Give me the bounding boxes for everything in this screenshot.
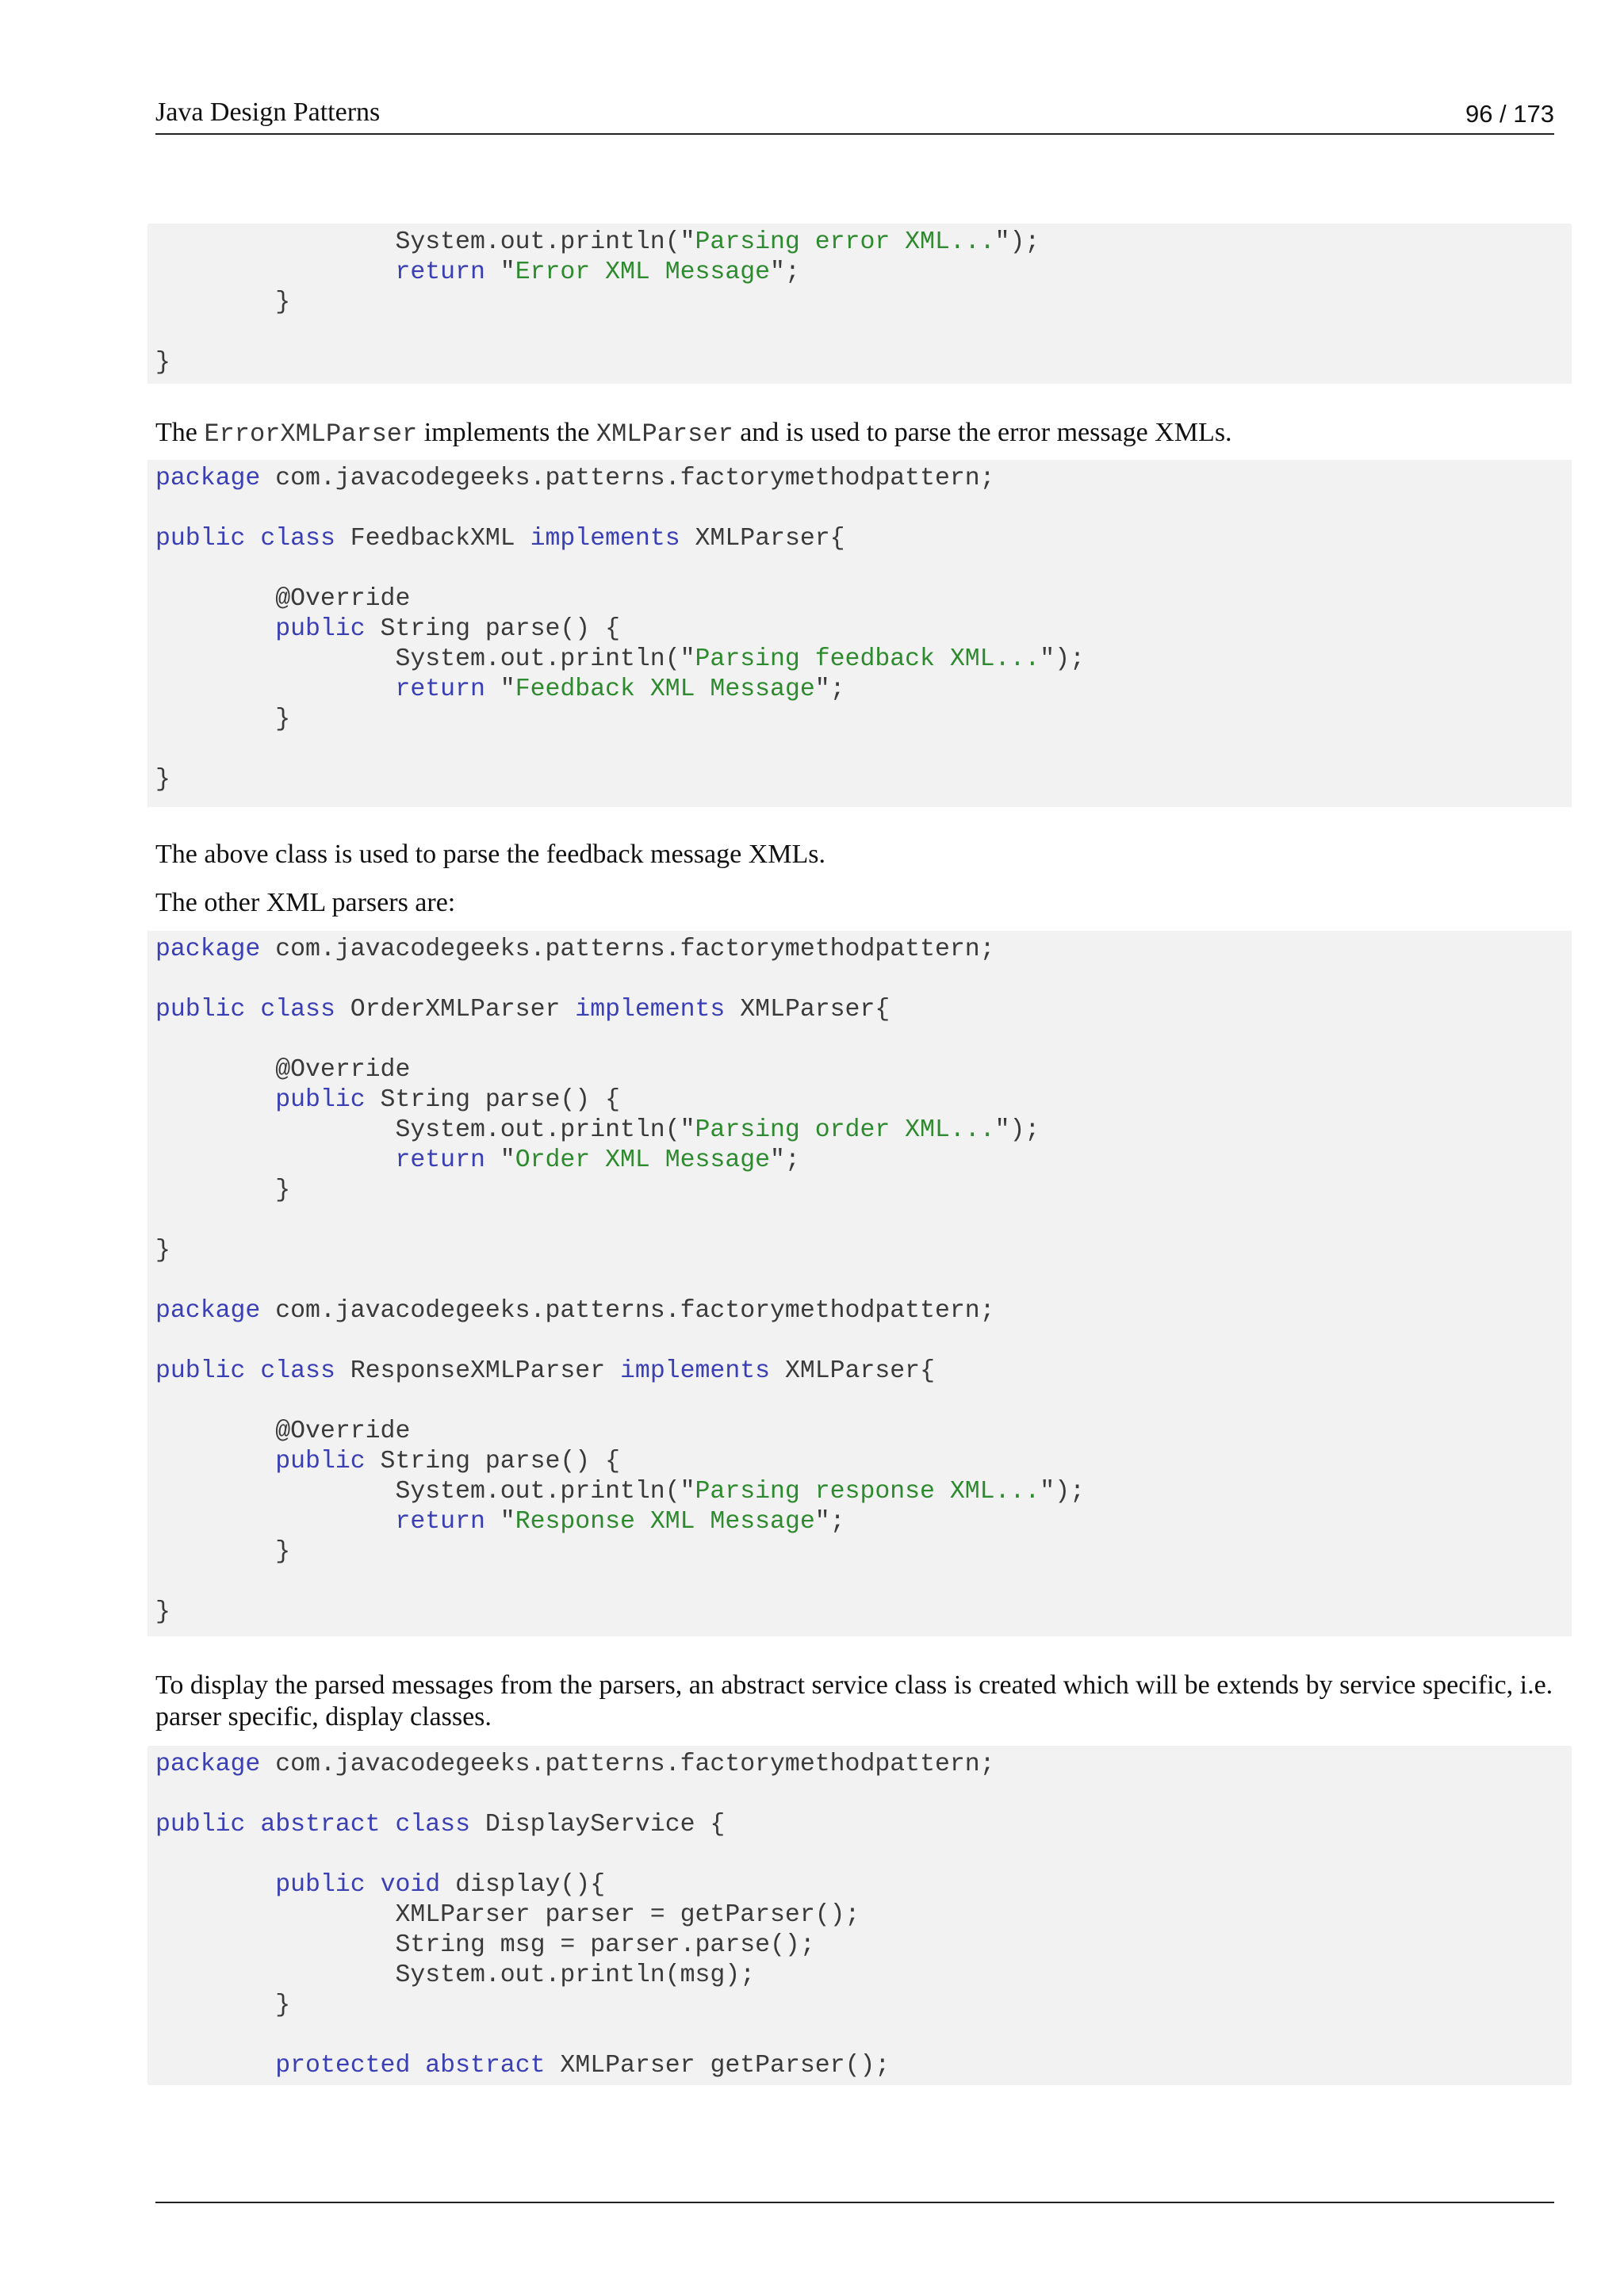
code-text: " — [485, 1508, 515, 1536]
paragraph-feedback-description: The above class is used to parse the feedback message XMLs. — [155, 840, 826, 869]
code-line — [155, 1296, 1564, 1326]
code-keyword: public — [155, 525, 246, 553]
code-block-error-parser-tail — [147, 224, 1572, 384]
code-string: Parsing feedback XML... — [695, 645, 1040, 673]
code-line — [155, 318, 1564, 348]
document-title: Java Design Patterns — [155, 98, 381, 127]
code-line — [155, 935, 1564, 965]
code-line — [155, 1055, 1564, 1085]
code-line — [155, 1991, 1564, 2021]
code-line — [155, 1266, 1564, 1296]
code-line — [155, 1357, 1564, 1387]
code-keyword: public — [155, 996, 246, 1024]
code-line — [155, 1961, 1564, 1991]
code-line — [155, 614, 1564, 645]
code-text: System.out.println(" — [155, 645, 695, 673]
code-line — [155, 1176, 1564, 1206]
code-string: Parsing error XML... — [695, 228, 995, 256]
code-keyword: return — [395, 1508, 485, 1536]
code-keyword: protected — [275, 2052, 411, 2080]
code-keyword: implements — [575, 996, 726, 1024]
code-line — [155, 464, 1564, 494]
code-text: System.out.println(" — [155, 1478, 695, 1506]
code-keyword: class — [260, 1357, 335, 1385]
code-text: String parse() { — [365, 615, 621, 643]
code-line — [155, 1870, 1564, 1900]
code-line — [155, 1507, 1564, 1537]
code-line — [155, 494, 1564, 524]
code-text: "); — [1040, 645, 1086, 673]
paragraph-display-service-intro: To display the parsed messages from the parsers, an abstract service class is created which will be extends by service specific, i.e. parser specific, display classes. — [155, 1670, 1553, 1732]
code-text: } — [155, 1237, 170, 1265]
code-line — [155, 1477, 1564, 1507]
code-line — [155, 765, 1564, 795]
code-line — [155, 645, 1564, 675]
code-keyword: public — [275, 1448, 366, 1475]
code-line — [155, 1206, 1564, 1236]
code-line — [155, 1567, 1564, 1598]
code-line — [155, 705, 1564, 735]
code-string: Response XML Message — [515, 1508, 815, 1536]
code-text: } — [155, 289, 291, 316]
code-text — [155, 615, 275, 643]
code-text: XMLParser parser = getParser(); — [155, 1901, 860, 1929]
code-text: String parse() { — [365, 1086, 621, 1114]
code-block-feedback-xml — [147, 460, 1572, 807]
paragraph-text: implements the — [417, 418, 596, 447]
code-text: } — [155, 1598, 170, 1626]
code-block-order-response-parsers — [147, 931, 1572, 1636]
code-text: "); — [1040, 1478, 1086, 1506]
code-text — [155, 2052, 275, 2080]
code-keyword: abstract — [425, 2052, 546, 2080]
code-text: display(){ — [440, 1871, 606, 1899]
code-line — [155, 2051, 1564, 2081]
code-text: " — [485, 675, 515, 703]
code-line — [155, 1931, 1564, 1961]
code-line — [155, 1900, 1564, 1931]
code-line — [155, 228, 1564, 258]
code-text: " — [485, 258, 515, 286]
code-line — [155, 735, 1564, 765]
page-header — [155, 95, 1554, 135]
code-text: FeedbackXML — [335, 525, 530, 553]
code-keyword: class — [395, 1811, 470, 1839]
code-line — [155, 1115, 1564, 1146]
code-keyword: void — [380, 1871, 441, 1899]
code-keyword: package — [155, 1751, 261, 1778]
code-text: "; — [770, 1146, 800, 1174]
code-text: "; — [814, 675, 845, 703]
code-text — [155, 675, 395, 703]
code-text: com.javacodegeeks.patterns.factorymethodpattern; — [260, 465, 995, 492]
code-text: } — [155, 706, 291, 733]
code-text — [155, 1086, 275, 1114]
code-keyword: return — [395, 675, 485, 703]
paragraph-error-parser — [155, 417, 1554, 450]
code-text: XMLParser{ — [725, 996, 891, 1024]
code-keyword: public — [155, 1811, 246, 1839]
code-text: String msg = parser.parse(); — [155, 1931, 815, 1959]
code-keyword: abstract — [260, 1811, 381, 1839]
code-text: ResponseXMLParser — [335, 1357, 621, 1385]
code-text — [381, 1811, 396, 1839]
code-line — [155, 348, 1564, 378]
code-text: @Override — [155, 585, 411, 613]
code-line — [155, 258, 1564, 288]
code-text: } — [155, 349, 170, 377]
code-keyword: return — [395, 1146, 485, 1174]
code-line — [155, 1146, 1564, 1176]
code-text — [155, 1448, 275, 1475]
code-line — [155, 1085, 1564, 1115]
code-keyword: public — [155, 1357, 246, 1385]
inline-code-xmlparser: XMLParser — [596, 419, 733, 449]
code-line — [155, 965, 1564, 995]
code-keyword: public — [275, 1086, 366, 1114]
code-line — [155, 584, 1564, 614]
code-keyword: public — [275, 1871, 366, 1899]
code-keyword: package — [155, 465, 261, 492]
code-keyword: return — [395, 258, 485, 286]
code-string: Feedback XML Message — [515, 675, 815, 703]
code-text — [245, 1811, 260, 1839]
code-line — [155, 1537, 1564, 1567]
page-number: 96 / 173 — [1465, 100, 1554, 128]
code-line — [155, 1447, 1564, 1477]
code-text — [155, 258, 395, 286]
code-line — [155, 1810, 1564, 1840]
code-text — [245, 525, 260, 553]
code-keyword: implements — [530, 525, 680, 553]
code-text: @Override — [155, 1418, 411, 1445]
code-text: } — [155, 1538, 291, 1566]
code-string: Parsing response XML... — [695, 1478, 1040, 1506]
paragraph-text: The — [155, 418, 205, 447]
code-line — [155, 1750, 1564, 1780]
code-text: } — [155, 766, 170, 794]
code-line — [155, 2021, 1564, 2051]
code-line — [155, 1326, 1564, 1357]
code-line — [155, 1780, 1564, 1810]
code-line — [155, 288, 1564, 318]
code-line — [155, 524, 1564, 554]
code-text: System.out.println(msg); — [155, 1961, 756, 1989]
footer-rule — [155, 2202, 1554, 2203]
code-text: @Override — [155, 1056, 411, 1084]
code-text: "); — [994, 228, 1040, 256]
code-text: DisplayService { — [469, 1811, 726, 1839]
code-keyword: package — [155, 936, 261, 963]
code-keyword: public — [275, 615, 366, 643]
code-line — [155, 1025, 1564, 1055]
code-text: "); — [994, 1116, 1040, 1144]
code-text: XMLParser{ — [770, 1357, 935, 1385]
code-keyword: class — [260, 996, 335, 1024]
code-keyword: package — [155, 1297, 261, 1325]
code-text: XMLParser{ — [680, 525, 845, 553]
code-text: OrderXMLParser — [335, 996, 576, 1024]
code-text: } — [155, 1992, 291, 2019]
code-line — [155, 1598, 1564, 1628]
code-text — [245, 1357, 260, 1385]
code-text: } — [155, 1177, 291, 1204]
code-keyword: implements — [620, 1357, 771, 1385]
code-line — [155, 1387, 1564, 1417]
code-text — [245, 996, 260, 1024]
code-text: "; — [814, 1508, 845, 1536]
inline-code-errorxmlparser: ErrorXMLParser — [204, 419, 418, 449]
code-line — [155, 995, 1564, 1025]
code-string: Error XML Message — [515, 258, 771, 286]
code-text: String parse() { — [365, 1448, 621, 1475]
code-text — [155, 1146, 395, 1174]
code-text — [155, 1508, 395, 1536]
code-line — [155, 1236, 1564, 1266]
code-line — [155, 1840, 1564, 1870]
code-text: com.javacodegeeks.patterns.factorymethodpattern; — [260, 1297, 995, 1325]
code-text: System.out.println(" — [155, 228, 695, 256]
code-block-display-service — [147, 1746, 1572, 2085]
code-string: Parsing order XML... — [695, 1116, 995, 1144]
code-text — [410, 2052, 425, 2080]
paragraph-other-parsers: The other XML parsers are: — [155, 888, 456, 917]
paragraph-text: and is used to parse the error message XMLs. — [733, 418, 1232, 447]
code-text: XMLParser getParser(); — [545, 2052, 891, 2080]
code-text: com.javacodegeeks.patterns.factorymethodpattern; — [260, 936, 995, 963]
code-line — [155, 1417, 1564, 1447]
code-text — [366, 1871, 381, 1899]
code-line — [155, 675, 1564, 705]
code-text: com.javacodegeeks.patterns.factorymethodpattern; — [260, 1751, 995, 1778]
code-text — [155, 1871, 275, 1899]
code-string: Order XML Message — [515, 1146, 771, 1174]
code-text: System.out.println(" — [155, 1116, 695, 1144]
code-text: " — [485, 1146, 515, 1174]
code-line — [155, 554, 1564, 584]
code-text: "; — [770, 258, 800, 286]
code-keyword: class — [260, 525, 335, 553]
